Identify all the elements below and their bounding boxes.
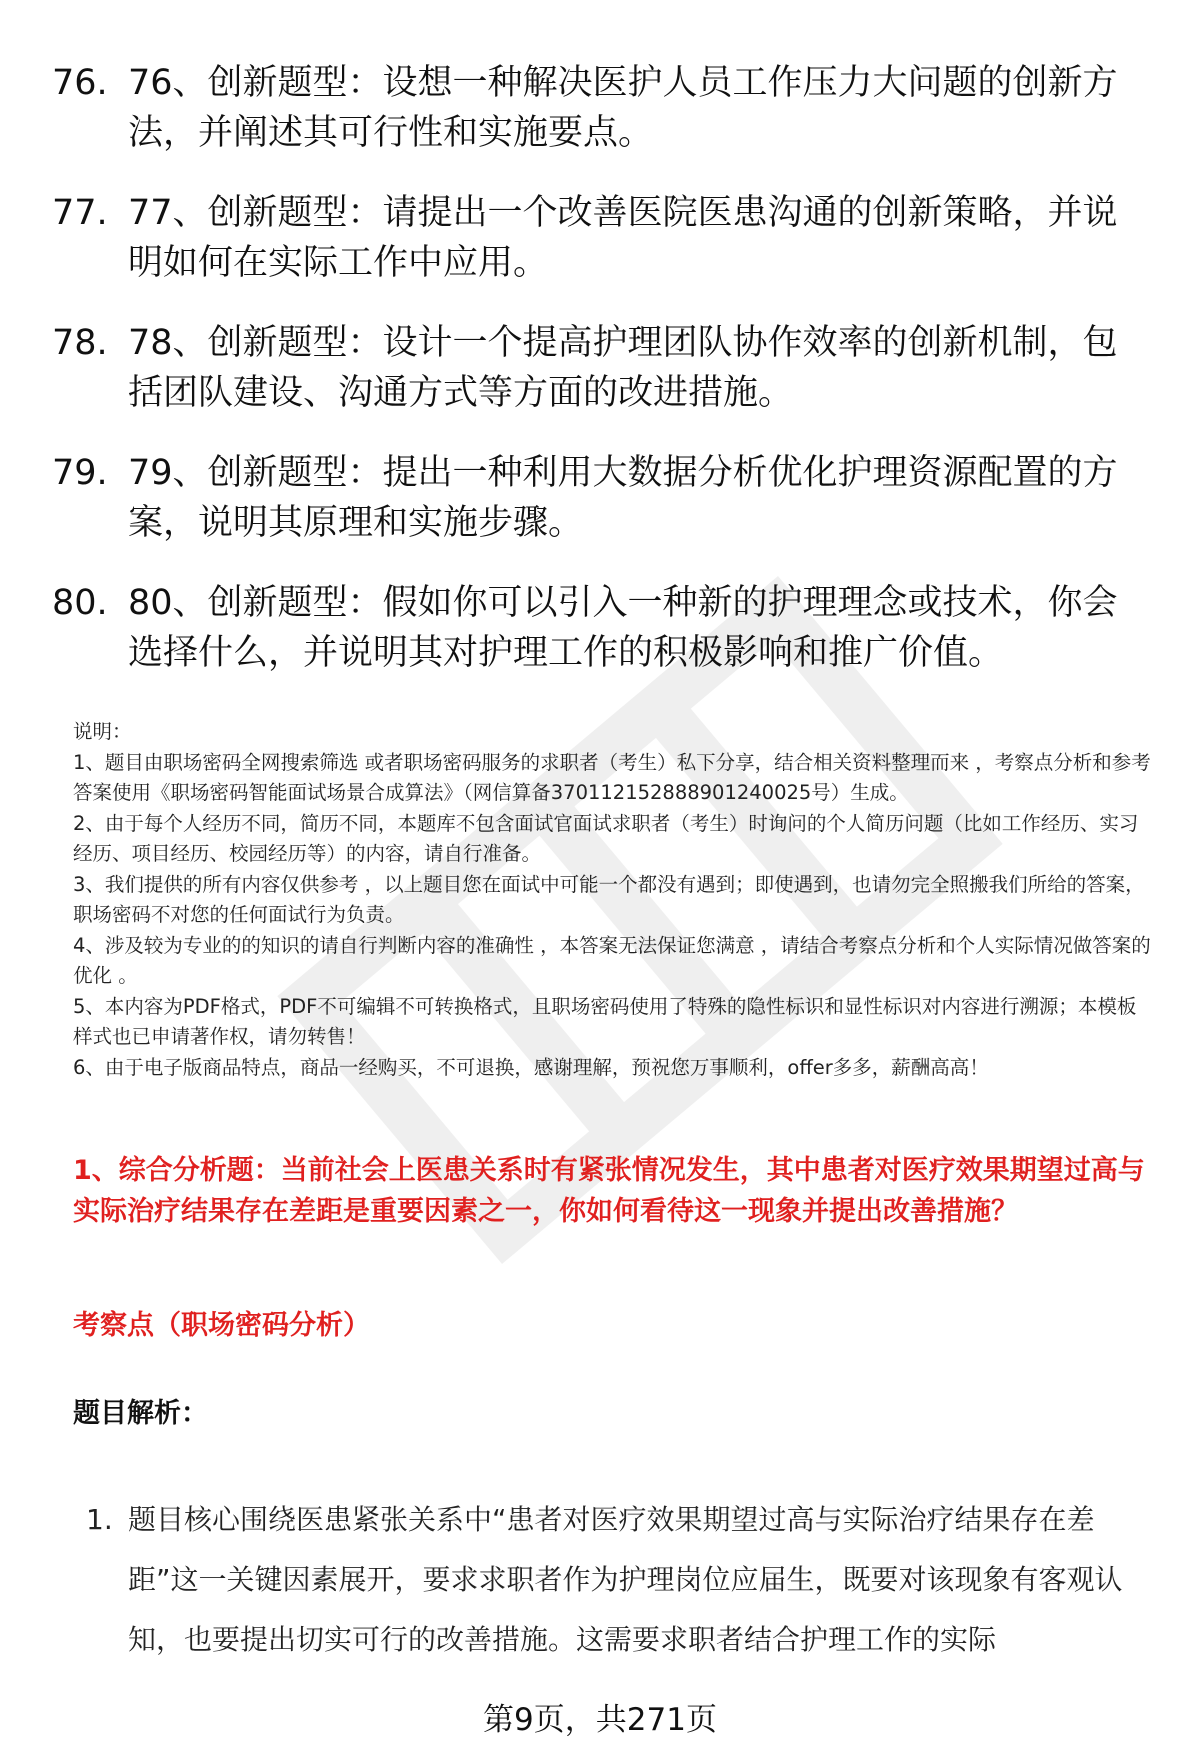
analysis-item-number: 1. (86, 1503, 113, 1536)
question-item (52, 58, 1152, 158)
question-item (52, 578, 1152, 678)
question-text: 80、创新题型：假如你可以引入一种新的护理理念或技术，你会选择什么，并说明其对护理工作的积极影响和推广价值。 (128, 583, 1118, 673)
kaocha-heading: 考察点（职场密码分析） (73, 1310, 370, 1341)
jiexi-heading: 题目解析： (73, 1398, 208, 1429)
notes-item: 5、本内容为PDF格式，PDF不可编辑不可转换格式，且职场密码使用了特殊的隐性标识和显性标识对内容进行溯源；本模板样式也已申请著作权，请勿转售！ (73, 994, 1137, 1048)
question-text: 78、创新题型：设计一个提高护理团队协作效率的创新机制，包括团队建设、沟通方式等方面的改进措施。 (128, 323, 1118, 413)
question-item (52, 448, 1152, 548)
notes-item: 1、题目由职场密码全网搜索筛选 或者职场密码服务的求职者（考生）私下分享，结合相关资料整理而来 ，考察点分析和参考答案使用《职场密码智能面试场景合成算法》（网信算备370112152888901240025号）生成。 (73, 750, 1151, 804)
question-number: 76. (52, 63, 108, 103)
question-list (52, 58, 1152, 708)
question-number: 79. (52, 453, 108, 493)
analysis-item (86, 1490, 1146, 1670)
page-footer: 第9页，共271页 (483, 1702, 717, 1738)
notes-block (73, 717, 1153, 1083)
question-number: 78. (52, 323, 108, 363)
question-number: 77. (52, 193, 108, 233)
question-text: 76、创新题型：设想一种解决医护人员工作压力大问题的创新方法，并阐述其可行性和实施要点。 (128, 63, 1118, 153)
analysis-list (86, 1490, 1146, 1670)
question-text: 79、创新题型：提出一种利用大数据分析优化护理资源配置的方案，说明其原理和实施步骤。 (128, 453, 1118, 543)
question-item (52, 188, 1152, 288)
notes-item: 3、我们提供的所有内容仅供参考 ，以上题目您在面试中可能一个都没有遇到；即使遇到，也请勿完全照搬我们所给的答案，职场密码不对您的任何面试行为负责。 (73, 872, 1145, 926)
notes-item: 6、由于电子版商品特点，商品一经购买，不可退换，感谢理解，预祝您万事顺利，offer多多，薪酬高高！ (73, 1055, 989, 1079)
question-text: 77、创新题型：请提出一个改善医院医患沟通的创新策略，并说明如何在实际工作中应用。 (128, 193, 1118, 283)
question-number: 80. (52, 583, 108, 623)
question-item (52, 318, 1152, 418)
notes-item: 4、涉及较为专业的的知识的请自行判断内容的准确性 ，本答案无法保证您满意 ，请结合考察点分析和个人实际情况做答案的优化 。 (73, 933, 1151, 987)
analysis-question: 1、综合分析题：当前社会上医患关系时有紧张情况发生，其中患者对医疗效果期望过高与实际治疗结果存在差距是重要因素之一，你如何看待这一现象并提出改善措施？ (73, 1155, 1145, 1227)
notes-item: 2、由于每个人经历不同，简历不同，本题库不包含面试官面试求职者（考生）时询问的个人简历问题（比如工作经历、实习经历、项目经历、校园经历等）的内容，请自行准备。 (73, 811, 1139, 865)
notes-heading: 说明： (73, 720, 132, 743)
analysis-item-text: 题目核心围绕医患紧张关系中“患者对医疗效果期望过高与实际治疗结果存在差距”这一关键因素展开，要求求职者作为护理岗位应届生，既要对该现象有客观认知，也要提出切实可行的改善措施。这需要求职者结合护理工作的实际 (128, 1503, 1123, 1656)
